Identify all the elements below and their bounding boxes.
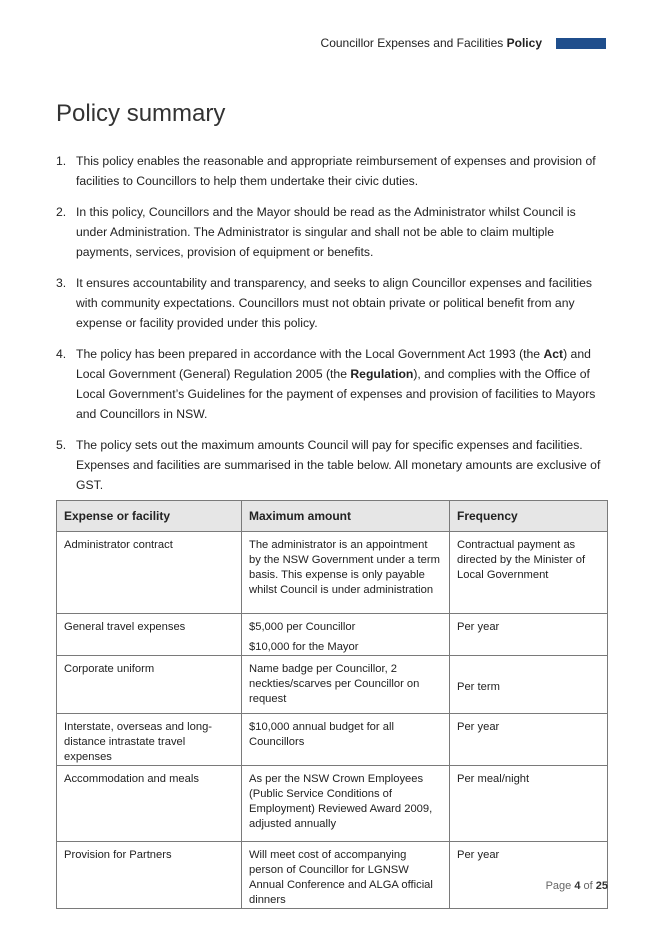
expense-cell: Accommodation and meals bbox=[57, 766, 242, 842]
item-number: 1. bbox=[56, 154, 67, 168]
amount-line: $10,000 for the Mayor bbox=[249, 641, 359, 653]
frequency-cell: Per year bbox=[450, 614, 608, 656]
frequency-cell: Per meal/night bbox=[450, 766, 608, 842]
column-header-amount: Maximum amount bbox=[242, 501, 450, 532]
item-text: It ensures accountability and transparency, and seeks to align Councillor expenses and facilities with community expectations. Councillors must not obtain private or political benefit from any expense or facility provided under this policy. bbox=[76, 276, 593, 330]
expense-cell: Administrator contract bbox=[57, 532, 242, 614]
item-text: The policy has been prepared in accordance with the Local Government Act 1993 (the Act) and Local Government (General) Regulation 2005 (the Regulation), and complies with the Office of Local Government’s Guidelines for the payment of expenses and provision of facilities to Mayors and Councillors in NSW. bbox=[76, 347, 596, 421]
frequency-cell: Contractual payment as directed by the Minister of Local Government bbox=[450, 532, 608, 614]
column-header-frequency: Frequency bbox=[450, 501, 608, 532]
list-item bbox=[56, 151, 608, 191]
amount-cell: Will meet cost of accompanying person of Councillor for LGNSW Annual Conference and ALGA official dinners bbox=[242, 842, 450, 909]
page-title: Policy summary bbox=[56, 100, 226, 127]
act-term: Act bbox=[543, 347, 564, 361]
amount-cell: $10,000 annual budget for all Councillors bbox=[242, 714, 450, 766]
header-title: Councillor Expenses and Facilities Policy bbox=[320, 36, 542, 50]
expense-cell: Interstate, overseas and long-distance intrastate travel expenses bbox=[57, 714, 242, 766]
list-item bbox=[56, 435, 608, 495]
item-number: 3. bbox=[56, 276, 67, 290]
frequency-cell: Per term bbox=[450, 656, 608, 714]
header-accent-bar bbox=[556, 38, 606, 49]
page-number: 4 bbox=[574, 880, 581, 892]
item-number: 5. bbox=[56, 438, 67, 452]
column-header-expense: Expense or facility bbox=[57, 501, 242, 532]
frequency-cell: Per year bbox=[450, 842, 608, 909]
item-number: 4. bbox=[56, 347, 67, 361]
item-text: In this policy, Councillors and the Mayor should be read as the Administrator whilst Council is under Administration. The Administrator is singular and shall not be able to claim multiple payments, services, provision of equipment or benefits. bbox=[76, 205, 576, 259]
amount-cell: The administrator is an appointment by the NSW Government under a term basis. This expense is only payable whilst Council is under administration bbox=[242, 532, 450, 614]
page-footer: Page 4 of 25 bbox=[545, 880, 608, 892]
frequency-cell: Per year bbox=[450, 714, 608, 766]
list-item bbox=[56, 344, 608, 424]
policy-points-list bbox=[56, 151, 608, 506]
regulation-term: Regulation bbox=[350, 367, 414, 381]
amount-line: $5,000 per Councillor bbox=[249, 621, 356, 633]
page-header bbox=[321, 36, 606, 50]
item-text: This policy enables the reasonable and appropriate reimbursement of expenses and provision of facilities to Councillors to help them undertake their civic duties. bbox=[76, 154, 596, 188]
list-item bbox=[56, 202, 608, 262]
item-text: The policy sets out the maximum amounts Council will pay for specific expenses and facilities. Expenses and facilities are summarised in the table below. All monetary amounts are exclusive of GST. bbox=[76, 438, 601, 492]
table-row bbox=[57, 842, 608, 909]
expense-cell: Provision for Partners bbox=[57, 842, 242, 909]
expense-cell: Corporate uniform bbox=[57, 656, 242, 714]
amount-cell bbox=[242, 614, 450, 656]
amount-cell: As per the NSW Crown Employees (Public Service Conditions of Employment) Reviewed Award 2009, adjusted annually bbox=[242, 766, 450, 842]
item-number: 2. bbox=[56, 205, 67, 219]
table-header-row bbox=[57, 501, 608, 532]
table-row bbox=[57, 532, 608, 614]
list-item bbox=[56, 273, 608, 333]
table-row bbox=[57, 714, 608, 766]
expenses-table bbox=[56, 500, 608, 909]
table-row bbox=[57, 614, 608, 656]
amount-cell: Name badge per Councillor, 2 neckties/scarves per Councillor on request bbox=[242, 656, 450, 714]
table-row bbox=[57, 766, 608, 842]
table-row bbox=[57, 656, 608, 714]
expense-cell: General travel expenses bbox=[57, 614, 242, 656]
page-total: 25 bbox=[595, 880, 608, 892]
